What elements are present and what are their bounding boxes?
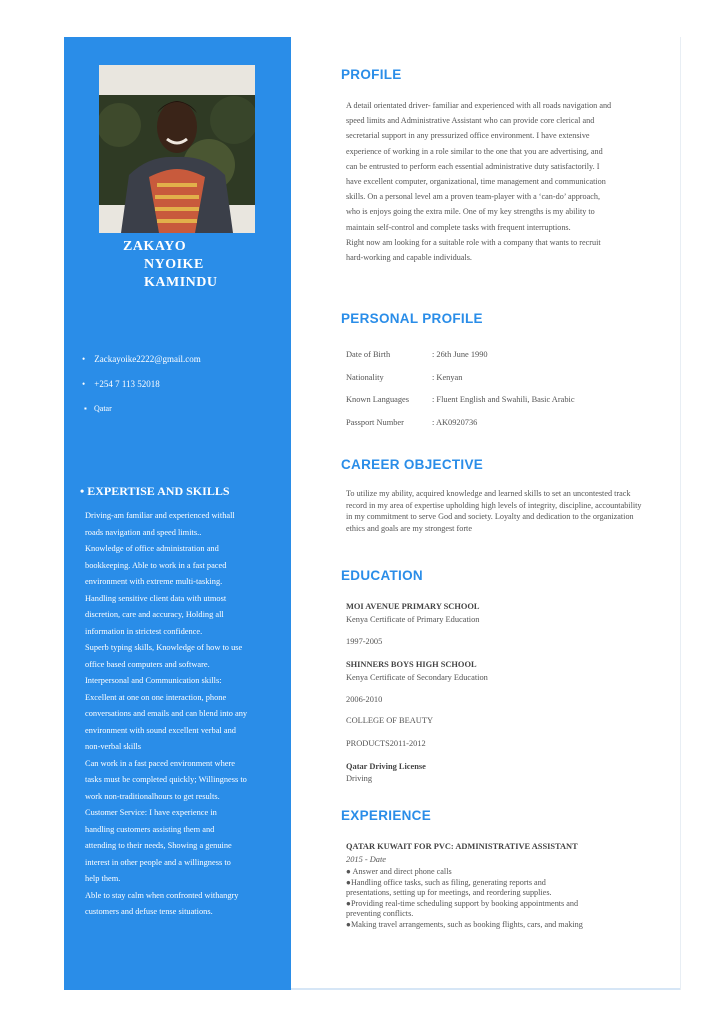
skills-line: Customer Service: I have experience in (85, 808, 217, 817)
personal-profile-heading: PERSONAL PROFILE (341, 311, 483, 326)
contact-email[interactable] (82, 354, 201, 364)
edu-years-primary: 1997-2005 (346, 637, 383, 646)
skills-line: Excellent at one on one interaction, phone (85, 692, 227, 702)
pp-row-nationality (346, 373, 462, 382)
experience-heading: EXPERIENCE (341, 808, 432, 823)
skills-line: bookkeeping. Able to work in a fast paced (85, 560, 227, 570)
edu-school-secondary: SHINNERS BOYS HIGH SCHOOL (346, 660, 477, 669)
profile-line: speed limits and Administrative Assistant who can provide core clerical and (346, 116, 595, 126)
skills-line: handling customers assisting them and (85, 824, 215, 834)
skills-line: environment with sound excellent verbal and (85, 725, 236, 735)
job-title: QATAR KUWAIT FOR PVC: ADMINISTRATIVE ASSISTANT (346, 842, 578, 851)
edu-certificate-secondary: Kenya Certificate of Secondary Education (346, 673, 488, 682)
name-first: ZAKAYO (123, 239, 187, 254)
profile-text (346, 98, 666, 265)
skills-line: roads navigation and speed limits.. (85, 527, 202, 537)
page-edge-line (680, 37, 681, 990)
skills-line: office based computers and software. (85, 659, 210, 669)
edu-license-type: Driving (346, 774, 373, 783)
profile-line: can be entrusted to perform each essential administrative duty satisfactorily. I (346, 161, 600, 171)
profile-line: hard-working and capable individuals. (346, 253, 472, 263)
skills-line: attending to their needs, Showing a genuine (85, 841, 232, 850)
pp-key: Nationality (346, 373, 384, 382)
edu-years-secondary: 2006-2010 (346, 695, 383, 704)
skills-line: non-verbal skills (85, 742, 142, 751)
pp-key: Date of Birth (346, 350, 391, 359)
edu-college-years: PRODUCTS2011-2012 (346, 739, 426, 748)
skills-list (85, 508, 285, 921)
duty-line: ●Providing real-time scheduling support by booking appointments and (346, 898, 579, 908)
profile-line: secretarial support in any pressurized office environment. I have extensive (346, 131, 590, 141)
square-bullet-icon: ▪ (84, 404, 87, 413)
profile-line: skills. On a personal level am a proven team-player with a ‘can-do’ approach, (346, 192, 601, 202)
profile-line: have excellent computer, organizational, time management and communication (346, 177, 606, 187)
career-text: To utilize my ability, acquired knowledge and learned skills to set an uncontested track record in my area of expertise upholding high levels of integrity, discipline, accountability in my commitment to serve God and society. Loyalty and dedication to the organization ethics and goals are my strongest forte (346, 489, 642, 533)
skills-line: tasks must be completed quickly; Willingness to (85, 775, 247, 784)
pp-value: : Kenyan (432, 373, 463, 382)
contact-phone[interactable] (82, 379, 160, 389)
contact-location-text: Qatar (94, 404, 112, 413)
contact-phone-text[interactable]: +254 7 113 52018 (94, 379, 160, 389)
skills-line: work non-traditionalhours to get results. (85, 791, 220, 801)
skills-line: environment with extreme multi-tasking. (85, 577, 223, 586)
profile-line: maintain self-control and complete tasks with frequent interruptions. (346, 222, 571, 232)
edu-license: Qatar Driving License (346, 762, 426, 771)
edu-college: COLLEGE OF BEAUTY (346, 716, 434, 725)
pp-key: Known Languages (346, 395, 410, 404)
skills-line: Handling sensitive client data with utmost (85, 593, 227, 603)
duty-line: presentations, setting up for meetings, and reordering supplies. (346, 888, 552, 898)
bullet-icon: • (82, 379, 86, 389)
pp-row-dob (346, 350, 488, 359)
skills-line: Knowledge of office administration and (85, 544, 219, 553)
name-last: KAMINDU (144, 275, 218, 290)
career-heading: CAREER OBJECTIVE (341, 457, 484, 472)
skills-line: Able to stay calm when confronted withangry (85, 890, 239, 900)
name-middle: NYOIKE (144, 257, 204, 272)
skills-line: conversations and emails and can blend into any (85, 709, 248, 718)
skills-line: Superb typing skills, Knowledge of how to use (85, 643, 243, 652)
skills-heading: • EXPERTISE AND SKILLS (80, 484, 230, 498)
skills-line: Can work in a fast paced environment where (85, 758, 235, 768)
profile-heading: PROFILE (341, 67, 402, 82)
duty-line: ●Making travel arrangements, such as booking flights, cars, and making (346, 919, 583, 929)
skills-line: interest in other people and a willingness to (85, 857, 231, 867)
pp-key: Passport Number (346, 418, 404, 427)
pp-value: : Fluent English and Swahili, Basic Arabic (432, 395, 575, 404)
contact-location (84, 404, 112, 413)
pp-row-languages (346, 395, 575, 404)
job-date: 2015 - Date (346, 855, 387, 864)
profile-photo (99, 65, 255, 233)
bullet-icon: • (82, 354, 86, 364)
skills-line: Interpersonal and Communication skills: (85, 676, 222, 685)
skills-line: help them. (85, 874, 121, 883)
profile-line: Right now am looking for a suitable role with a company that wants to recruit (346, 237, 601, 247)
duty-line: ● Answer and direct phone calls (346, 867, 452, 876)
pp-value: : AK0920736 (432, 418, 478, 427)
skills-line: Driving-am familiar and experienced withall (85, 511, 235, 520)
pp-row-passport (346, 418, 477, 427)
edu-certificate-primary: Kenya Certificate of Primary Education (346, 615, 480, 624)
job-duties (346, 867, 646, 931)
duty-line: preventing conflicts. (346, 909, 414, 919)
pp-value: : 26th June 1990 (432, 350, 488, 359)
skills-line: information in strictest confidence. (85, 626, 203, 636)
page-bottom-line (291, 988, 680, 990)
education-heading: EDUCATION (341, 568, 423, 583)
skills-line: discretion, care and accuracy, Holding all (85, 610, 224, 619)
profile-line: experience of working in a role similar to the one that you are advertising, and (346, 146, 603, 156)
contact-email-text[interactable]: Zackayoike2222@gmail.com (94, 354, 201, 364)
profile-line: A detail orientated driver- familiar and experienced with all roads navigation and (346, 101, 612, 110)
duty-line: ●Handling office tasks, such as filing, generating reports and (346, 877, 546, 887)
skills-line: customers and defuse tense situations. (85, 907, 213, 916)
edu-school-primary: MOI AVENUE PRIMARY SCHOOL (346, 602, 480, 611)
profile-line: who is enjoys going the extra mile. One of my key strengths is my ability to (346, 207, 595, 217)
